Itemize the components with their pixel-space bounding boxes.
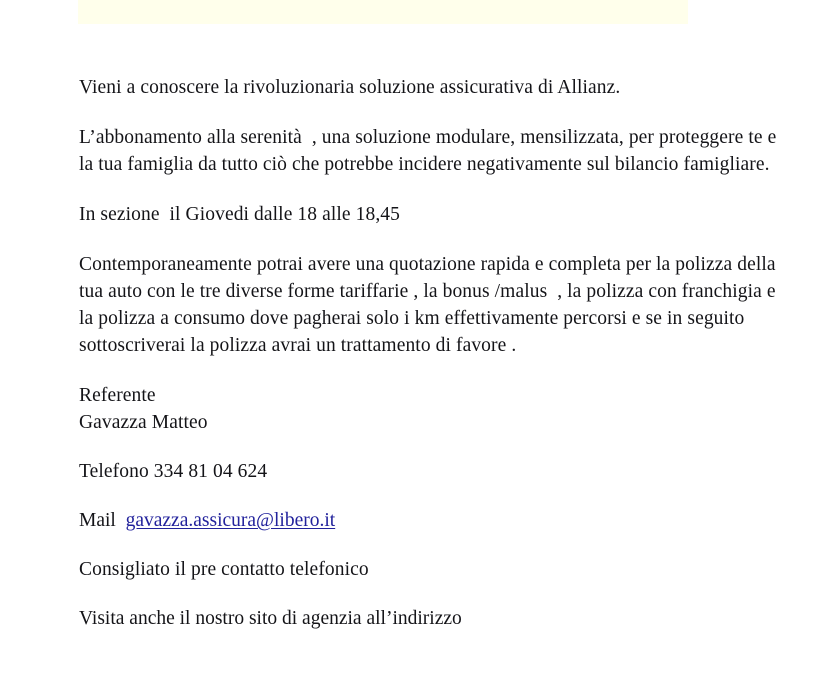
referente-label: Referente <box>79 385 156 406</box>
sito-line: Visita anche il nostro sito di agenzia all’indirizzo <box>79 608 462 629</box>
paragraph-gap <box>79 485 779 507</box>
paragraph-orario: In sezione il Giovedi dalle 18 alle 18,45 <box>79 204 400 225</box>
email-link[interactable]: gavazza.assicura@libero.it <box>125 510 336 531</box>
mail-line <box>79 507 779 534</box>
paragraph-intro: Vieni a conoscere la rivoluzionaria soluzione assicurativa di Allianz. <box>79 77 621 98</box>
mail-spacer <box>116 507 126 534</box>
paragraph-gap <box>79 436 779 458</box>
consiglio-line: Consigliato il pre contatto telefonico <box>79 559 369 580</box>
telephone-line: Telefono 334 81 04 624 <box>79 461 268 482</box>
document-body <box>79 0 782 632</box>
paragraph-gap <box>79 583 779 605</box>
paragraph-quotazione: Contemporaneamente potrai avere una quotazione rapida e completa per la polizza della tua auto con le tre diverse forme tariffarie , la bonus /malus , la polizza con franchigia e la polizza a consumo dove pagherai solo i km effettivamente percorsi e se in seguito sottoscriverai la polizza avrai un trattamento di favore . <box>79 254 781 356</box>
paragraph-gap <box>79 178 779 201</box>
paragraph-gap <box>79 228 779 251</box>
paragraph-gap <box>79 101 779 124</box>
paragraph-gap <box>79 534 779 556</box>
paragraph-abbonamento: L’abbonamento alla serenità , una soluzione modulare, mensilizzata, per proteggere te e la tua famiglia da tutto ciò che potrebbe incidere negativamente sul bilancio famigliare. <box>79 127 782 175</box>
top-spacer <box>79 0 779 74</box>
mail-label: Mail <box>79 510 116 531</box>
paragraph-gap <box>79 359 779 382</box>
referente-name: Gavazza Matteo <box>79 412 208 433</box>
